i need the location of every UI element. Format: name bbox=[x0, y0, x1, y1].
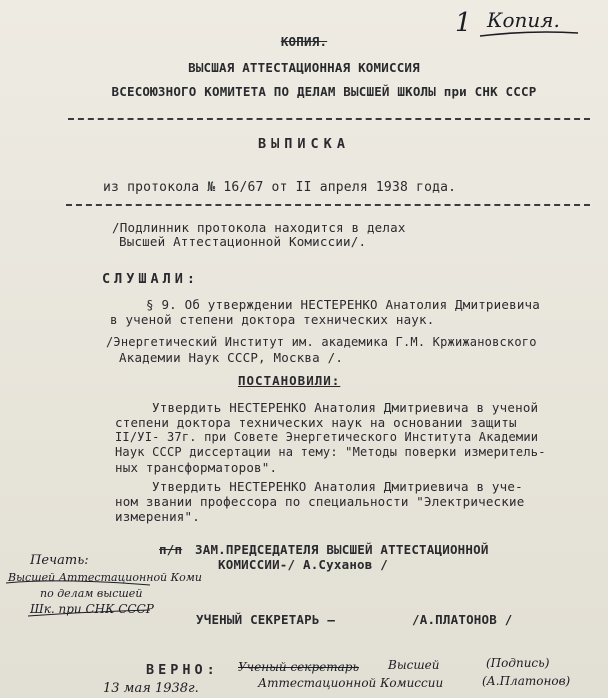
header-line2: ВСЕСОЮЗНОГО КОМИТЕТА ПО ДЕЛАМ ВЫСШЕЙ ШКОЛЫ при СНК СССР bbox=[111, 84, 537, 99]
deputy-line2: КОМИССИИ-/ А.Суханов / bbox=[218, 557, 388, 572]
deputy-crossed-mark: п/п bbox=[159, 542, 183, 557]
note-line1: /Подлинник протокола находится в делах bbox=[112, 220, 406, 235]
header-line1: ВЫСШАЯ АТТЕСТАЦИОННАЯ КОМИССИЯ bbox=[188, 60, 420, 75]
deputy-line1: ЗАМ.ПРЕДСЕДАТЕЛЯ ВЫСШЕЙ АТТЕСТАЦИОННОЙ bbox=[195, 542, 489, 557]
heard-heading: СЛУШАЛИ: bbox=[102, 271, 200, 287]
heard-institute-line1: /Энергетический Институт им. академика Г.М. Кржижановского bbox=[106, 335, 537, 349]
corner-copy-label: Копия. bbox=[487, 8, 560, 32]
heard-item-line2: в ученой степени доктора технических наук. bbox=[110, 312, 435, 327]
verification-role-line2: Аттестационной Комиссии bbox=[258, 676, 444, 690]
secretary-label: УЧЕНЫЙ СЕКРЕТАРЬ — bbox=[196, 612, 336, 627]
header-divider bbox=[68, 118, 590, 120]
resolved-p2-line1: Утвердить НЕСТЕРЕНКО Анатолия Дмитриевича в уче- bbox=[152, 479, 523, 494]
heard-institute-line2: Академии Наук СССР, Москва /. bbox=[119, 350, 344, 365]
corner-number: 1 bbox=[455, 8, 472, 38]
protocol-divider bbox=[66, 204, 590, 206]
resolved-p2-line3: измерения". bbox=[115, 509, 200, 524]
header-crossed-label: КОПИЯ. bbox=[280, 34, 328, 49]
resolved-p1-line3: II/УI- 37г. при Совете Энергетического Института Академии bbox=[115, 430, 539, 444]
stamp-note-line2: Высшей Аттестационной Коми bbox=[8, 571, 202, 584]
verification-sign1: (Подпись) bbox=[486, 656, 550, 670]
resolved-p2-line2: ном звании профессора по специальности "Электрические bbox=[115, 494, 525, 509]
verification-date: 13 мая 1938г. bbox=[103, 681, 199, 696]
verification-role-line1: Высшей bbox=[388, 658, 440, 672]
resolved-heading: ПОСТАНОВИЛИ: bbox=[238, 373, 341, 388]
verification-sign2: (А.Платонов) bbox=[482, 674, 571, 688]
verification-role-crossed: Ученый секретарь bbox=[238, 660, 359, 674]
heard-item-line1: § 9. Об утверждении НЕСТЕРЕНКО Анатолия Дмитриевича bbox=[146, 297, 541, 312]
resolved-p1-line2: степени доктора технических наук на основании защиты bbox=[115, 415, 517, 430]
resolved-p1-line5: ных трансформаторов". bbox=[115, 460, 278, 475]
stamp-note-line3: по делам высшей bbox=[40, 587, 143, 600]
stamp-note-line4: Шк. при СНК СССР bbox=[30, 602, 154, 616]
resolved-p1-line1: Утвердить НЕСТЕРЕНКО Анатолия Дмитриевича в ученой bbox=[152, 400, 539, 415]
verification-label: ВЕРНО: bbox=[146, 662, 219, 678]
note-line2: Высшей Аттестационной Комиссии/. bbox=[119, 234, 367, 249]
secretary-name: /А.ПЛАТОНОВ / bbox=[412, 612, 513, 627]
resolved-p1-line4: Наук СССР диссертации на тему: "Методы поверки измеритель- bbox=[115, 445, 546, 459]
stamp-note-line1: Печать: bbox=[30, 553, 89, 568]
protocol-line: из протокола № 16/67 от II апреля 1938 года. bbox=[103, 180, 457, 195]
document-title: ВЫПИСКА bbox=[258, 136, 350, 152]
